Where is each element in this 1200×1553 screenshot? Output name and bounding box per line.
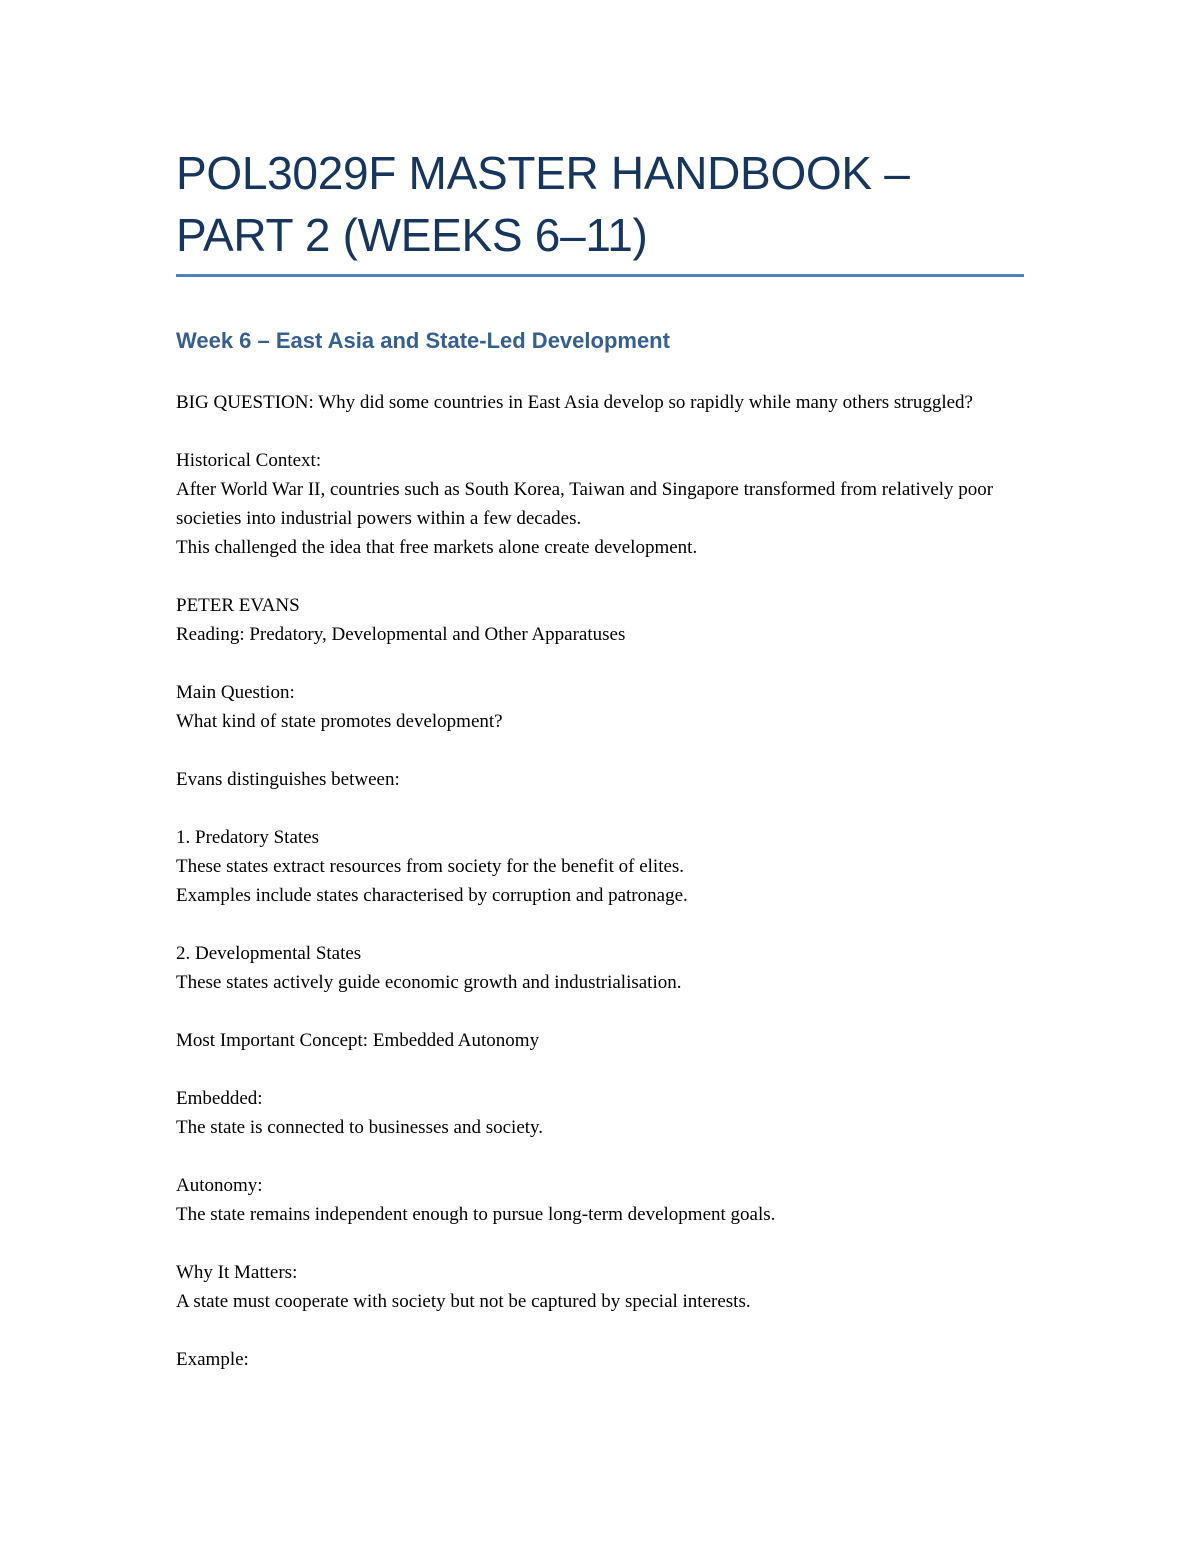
paragraph-line: These states extract resources from society for the benefit of elites. <box>176 856 685 877</box>
paragraph-line: Reading: Predatory, Developmental and Other Apparatuses <box>176 624 626 645</box>
paragraph <box>176 1171 1024 1229</box>
section-body <box>176 388 1024 1374</box>
paragraph-line: 1. Predatory States <box>176 827 320 848</box>
paragraph <box>176 823 1024 910</box>
paragraph-line: PETER EVANS <box>176 595 300 616</box>
paragraph-line: BIG QUESTION: Why did some countries in East Asia develop so rapidly while many others struggled? <box>176 392 973 413</box>
paragraph <box>176 446 1024 562</box>
page-content <box>176 142 1024 1403</box>
paragraph-line: Examples include states characterised by corruption and patronage. <box>176 885 688 906</box>
paragraph <box>176 591 1024 649</box>
paragraph-line: Most Important Concept: Embedded Autonomy <box>176 1030 540 1051</box>
paragraph <box>176 388 1024 417</box>
paragraph <box>176 1258 1024 1316</box>
paragraph <box>176 1084 1024 1142</box>
paragraph-line: The state is connected to businesses and society. <box>176 1117 544 1138</box>
title-underline <box>176 274 1024 277</box>
section-heading: Week 6 – East Asia and State-Led Development <box>176 328 670 353</box>
paragraph-line: Embedded: <box>176 1088 263 1109</box>
paragraph-line: Why It Matters: <box>176 1262 298 1283</box>
paragraph-line: After World War II, countries such as South Korea, Taiwan and Singapore transformed from relatively poor societies into industrial powers within a few decades. <box>176 479 994 529</box>
paragraph-line: Main Question: <box>176 682 295 703</box>
paragraph <box>176 1345 1024 1374</box>
paragraph-line: Historical Context: <box>176 450 322 471</box>
paragraph-line: Evans distinguishes between: <box>176 769 400 790</box>
paragraph-line: This challenged the idea that free markets alone create development. <box>176 537 698 558</box>
paragraph-line: A state must cooperate with society but not be captured by special interests. <box>176 1291 751 1312</box>
paragraph-line: Autonomy: <box>176 1175 263 1196</box>
paragraph-line: These states actively guide economic growth and industrialisation. <box>176 972 682 993</box>
paragraph-line: Example: <box>176 1349 249 1370</box>
paragraph <box>176 939 1024 997</box>
paragraph <box>176 1026 1024 1055</box>
paragraph <box>176 678 1024 736</box>
paragraph-line: 2. Developmental States <box>176 943 362 964</box>
paragraph-line: What kind of state promotes development? <box>176 711 503 732</box>
paragraph <box>176 765 1024 794</box>
document-title: POL3029F MASTER HANDBOOK – PART 2 (WEEKS 6–11) <box>176 147 910 261</box>
paragraph-line: The state remains independent enough to pursue long-term development goals. <box>176 1204 776 1225</box>
